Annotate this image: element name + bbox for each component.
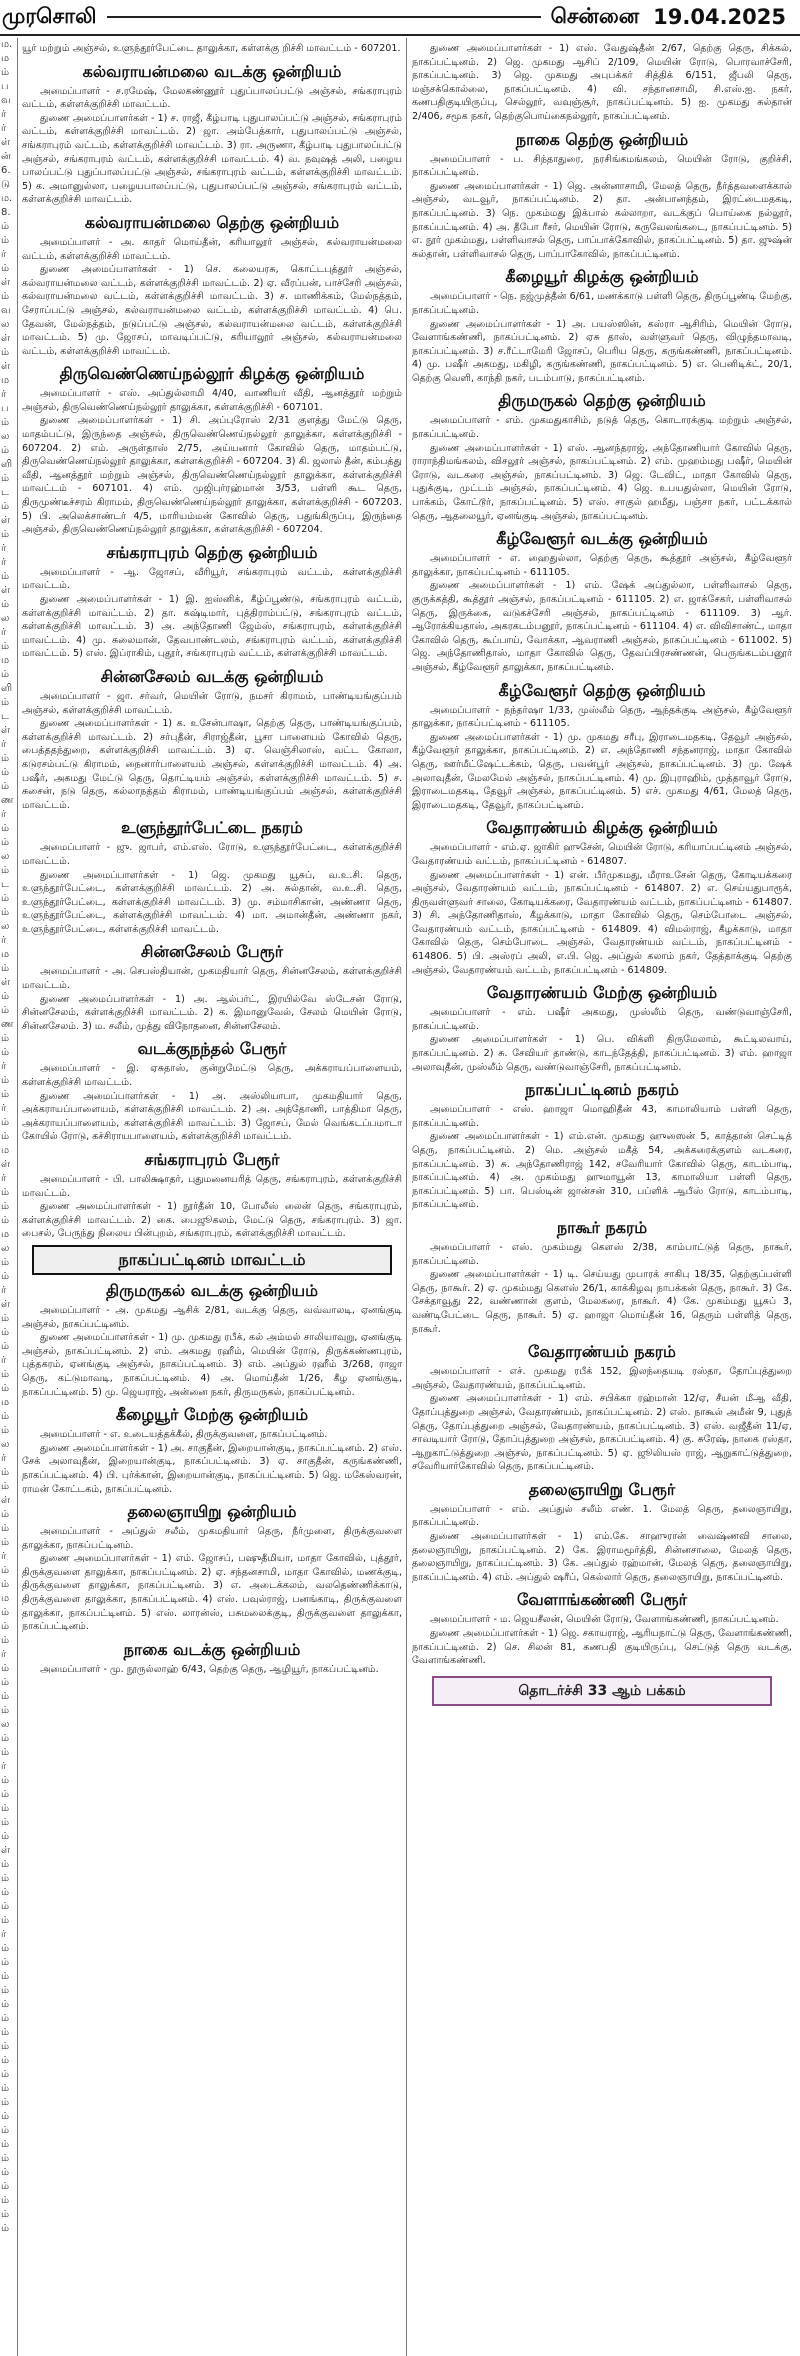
sliver-fragment: ர் (1, 1649, 7, 1660)
sliver-fragment: ம் (1, 1523, 10, 1534)
section-title: கீழ்வேளூர் வடக்கு ஒன்றியம் (496, 529, 708, 549)
section (22, 1148, 402, 1241)
sliver-fragment: ள் (1, 137, 11, 148)
convenor-paragraph: அமைப்பாளர் - மு. நூருல்லாஹ் 6/43, தெற்கு தெரு, ஆழியூர், நாகப்பட்டினம். (40, 1663, 379, 1675)
sliver-fragment: ம் (1, 641, 10, 652)
sliver-fragment: ர் (1, 1173, 7, 1184)
section (412, 1340, 792, 1474)
sliver-fragment: ள் (1, 1845, 11, 1856)
left-column (22, 42, 402, 2352)
section (412, 1078, 792, 1212)
sliver-fragment: ம் (1, 1201, 10, 1212)
deputy-convenors-paragraph: துணை அமைப்பாளர்கள் - 1) எம்.கே. சாஹுரான் வைஷ்ணவி சாலை, தலைஞாயிறு, நாகப்பட்டினம். 2) கே. இராமமூர்த்தி, சின்னசாலை, மேலத் தெரு, தலைஞாயிறு, நாகப்பட்டினம். 3) கே. அப்துல் ரஹ்மான், மேலத் தெரு, தலைஞாயிறு, நாகப்பட்டினம். 4) எம். அப்துல் ஷரீப், கெல்லார் தெரு, தலைஞாயிறு, நாகப்பட்டினம். (412, 1531, 792, 1583)
section (412, 265, 792, 385)
sliver-fragment: ம் (1, 445, 10, 456)
sliver-fragment: ம் (1, 1215, 10, 1226)
sliver-fragment: ப (1, 403, 9, 414)
sliver-fragment: ர் (1, 249, 7, 260)
sliver-fragment: டு (1, 179, 10, 190)
convenor-paragraph: அமைப்பாளர் - இ. ஏசுதாஸ், குன்றுமேட்டு தெரு, அக்கராயப்பாளையம், கள்ளக்குறிச்சி மாவட்டம். (22, 1063, 402, 1089)
sliver-fragment: ம் (1, 1747, 10, 1758)
section-title: நாகப்பட்டினம் நகரம் (525, 1080, 679, 1100)
convenor-paragraph: அமைப்பாளர் - ப. சிந்தாதுரை, நரசிங்கமங்கலம், மெயின் ரோடு, குறிச்சி, நாகப்பட்டினம். (412, 153, 792, 179)
sliver-fragment: ம் (1, 67, 10, 78)
sliver-fragment: ர் (1, 1929, 7, 1940)
sliver-fragment: ண (1, 1019, 14, 1030)
section-title: கீழையூர் மேற்கு ஒன்றியம் (115, 1405, 309, 1425)
sliver-fragment: ல (1, 1719, 10, 1730)
sliver-fragment: ம (1, 1397, 10, 1408)
sliver-fragment: ம் (1, 1789, 10, 1800)
sliver-fragment: ம் (1, 2139, 10, 2150)
sliver-fragment: ம் (1, 1691, 10, 1702)
section (412, 1588, 792, 1667)
convenor-paragraph: அமைப்பாளர் - அ. முகமது ஆசிக் 2/81, வடக்கு தெரு, வவ்வாலடி, ஏனங்குடி அஞ்சல், நாகப்பட்டினம். (22, 1304, 402, 1330)
sliver-fragment: ம. (1, 193, 13, 204)
section-title: வேளாங்கண்ணி பேரூர் (516, 1590, 688, 1610)
convenor-paragraph: அமைப்பாளர் - எம். அப்துல் சலீம் எண். 1. மேலத் தெரு, தலைஞாயிறு, நாகப்பட்டினம். (412, 1503, 792, 1529)
convenor-paragraph: அமைப்பாளர் - நந்தர்ஷா 1/33, முஸ்லீம் தெரு, ஆந்தக்குடி அஞ்சல், கீழ்வேளூர் தாலுக்கா, நாகப்பட்டினம் - 611105. (412, 704, 792, 730)
convenor-paragraph: அமைப்பாளர் - எஸ். ஹாஜா மொஹிதீன் 43, காமாலியாம் பள்ளி தெரு, நாகப்பட்டினம். (412, 1104, 792, 1129)
sliver-fragment: ள் (1, 1159, 11, 1170)
deputy-convenors-paragraph: துணை அமைப்பாளர்கள் - 1) ஜெ. முகமது யூசுப், வ.உ.சி. தெரு, உளுந்தூர்பேட்டை, கள்ளக்குறிச்சி மாவட்டம். 2) அ. சுல்தான், வ.உ.சி. தெரு, உளுந்தூர்பேட்டை, கள்ளக்குறிச்சி மாவட்டம். 3) மு. சம்மாசிகான், அண்ணா தெரு, உளுந்தூர்பேட்டை, கள்ளக்குறிச்சி மாவட்டம். 4) மா. அமான்தீன், அண்ணா நகர், உளுந்தூர்பேட்டை, கள்ளக்குறிச்சி மாவட்டம். (22, 869, 402, 935)
sliver-fragment: ம் (1, 1887, 10, 1898)
sliver-fragment: ர் (1, 543, 7, 554)
newspaper-page (0, 38, 800, 2356)
convenor-paragraph: அமைப்பாளர் - பி. பாலிக்ஷாதர், புதுமனையரித் தெரு, சங்கராபுரம், கள்ளக்குறிச்சி மாவட்டம். (22, 1174, 402, 1199)
sliver-fragment: ம் (1, 1663, 10, 1674)
sliver-fragment: ள் (1, 1495, 11, 1506)
sliver-fragment: ல (1, 1243, 10, 1254)
deputy-convenors-paragraph: துணை அமைப்பாளர்கள் - 1) ஜெ. சகாயராஜ், ஆரியநாட்டு தெரு, வேளாங்கண்ணி, நாகப்பட்டினம். 2) செ. சிலன் 81, கணபதி குடியிருப்பு, செட்டுத் தெரு வடக்கு, வேளாங்கண்ணி. (412, 1628, 792, 1667)
section-title: கல்வராயன்மலை வடக்கு ஒன்றியம் (82, 61, 342, 81)
sliver-fragment: ம் (1, 2195, 10, 2206)
sliver-fragment: ம் (1, 2041, 10, 2052)
sliver-fragment: ம் (1, 1971, 10, 1982)
deputy-convenors-paragraph: துணை அமைப்பாளர்கள் - 1) எம். சபிக்கா ரஹ்மான் 12/ஏ, சீயன் மீஆ வீதி, தோப்புத்துறை அஞ்சல், வேதாரண்யம், நாகப்பட்டினம். 2) எஸ். நாகூல் அமீன் 9, புதுத் தெரு, தோப்புத்துறை அஞ்சல், வேதாரண்யம், நாகப்பட்டினம். 3) எஸ். வஜீதீன் 11/ஏ, சாவடியார் ரோடு, தோப்புத்துறை அஞ்சல், நாகப்பட்டினம். 4) கு. சுரேஷ், நாகை ரஸ்தா, ஆறுகாட்டுத்துறை அஞ்சல், நாகப்பட்டினம். 5) ஏ. ஜூலியஸ் ராஜ், ஆறுகாட்டுத்துறை, சவேரியார்கோவில் தெரு, நாகப்பட்டினம். (412, 1393, 792, 1473)
sliver-fragment: ம் (1, 1327, 10, 1338)
section (22, 211, 402, 358)
section-title: திருவெண்ணெய்நல்லூர் கிழக்கு ஒன்றியம் (59, 364, 365, 384)
section (412, 527, 792, 674)
deputy-convenors-paragraph: துணை அமைப்பாளர்கள் - 1) அ. அஸ்லியாபா, முகமதியார் தெரு, அக்கராயப்பாளையம், கள்ளக்குறிச்சி மாவட்டம். 2) அ. அந்தோணி, பாத்திமா தெரு, அக்கராயப்பாளையம், கள்ளக்குறிச்சி மாவட்டம். 3) ஜோசப், மேல் வெங்கடப்பமாடா கோயில் ரோடு, கச்சிராயபாளையம், கள்ளக்குறிச்சி மாவட்டம். (22, 1090, 402, 1143)
sliver-fragment: ம் (1, 1635, 10, 1646)
sliver-fragment: ம் (1, 1831, 10, 1842)
sliver-fragment: ம் (1, 669, 10, 680)
sliver-fragment: ம் (1, 501, 10, 512)
sliver-fragment: ள் (1, 361, 11, 372)
edition-city: சென்னை (550, 3, 640, 28)
sliver-fragment: ர் (1, 1453, 7, 1464)
sliver-fragment: ம் (1, 2069, 10, 2080)
intro-paragraph: யூர் மற்றும் அஞ்சல், உளுந்தூர்பேட்டை தாலுக்கா, கள்ளக்கு றிச்சி மாவட்டம் - 607201. (22, 43, 401, 54)
convenor-paragraph: அமைப்பாளர் - அப்துல் சலீம், முகமதியார் தெரு, நீர்முளை, திருக்குவளை தாலுக்கா, நாகப்பட்டினம். (22, 1526, 402, 1551)
deputy-convenors-paragraph: துணை அமைப்பாளர்கள் - 1) ச. ராஜீ, கீழ்பாடி புதுபாலப்பட்டு அஞ்சல், சங்கராபுரம் வட்டம், கள்ளக்குறிச்சி மாவட்டம். 2) ஜா. அம்பேத்கார், புதுபாலப்பட்டு அஞ்சல், சங்கராபுரம் வட்டம், கள்ளக்குறிச்சி மாவட்டம். 3) ரா. அருணா, கீழ்பாடி புதுபாலப்பட்டு அஞ்சல், சங்கராபுரம் வட்டம், கள்ளக்குறிச்சி மாவட்டம். 4) வ. நவுஷத் அலி, பழைய பாலப்பட்டு புதுப்பாலப்பட்டு அஞ்சல், சங்கராபுரம் வட்டம், கள்ளக்குறிச்சி மாவட்டம். 5) க. அமானுல்லா, பழையபாலப்பட்டு, புதுபாலப்பட்டு அஞ்சல், சங்கராபுரம் வட்டம், கள்ளக்குறிச்சி மாவட்டம். (22, 112, 402, 206)
section-title: கீழ்வேளூர் தெற்கு ஒன்றியம் (498, 680, 706, 700)
deputy-convenors-paragraph: துணை அமைப்பாளர்கள் - 1) எம். ஷேக் அப்துல்லா, பள்ளிவாசல் தெரு, குருக்கத்தி, கூத்தூர் அஞ்சல், நாகப்பட்டினம் - 611105. 2) எ. ஜாக்சேகர், பள்ளிவாசல் தெரு, இருக்கை, வடுகச்சேரி அஞ்சல், நாகப்பட்டினம் - 611109. 3) ஆர். ஆரோக்கியதாஸ், அகரகடம்பனூர், நாகப்பட்டினம் - 611104. 4) எ. விவிசாண்ட், மாதா கோவில் தெரு, கூப்பாய், வோக்கா, ஆவராணி அஞ்சல், நாகப்பட்டினம் - 611002. 5) ஜெ. அந்தோணிதாஸ், மாதா கோவில் தெரு, தேவப்பிரசண்ணன், பெருங்கடம்பனூர் அஞ்சல், கீழ்வேளூர் தாலுக்கா, நாகப்பட்டினம். (412, 580, 792, 673)
sliver-fragment: ள் (1, 977, 11, 988)
sliver-fragment: ம (1, 655, 10, 666)
sliver-fragment: ம் (1, 781, 10, 792)
sliver-fragment: ளி (1, 683, 13, 694)
sliver-fragment: ம் (1, 529, 10, 540)
section (22, 665, 402, 812)
section-title: சின்னசேலம் வடக்கு ஒன்றியம் (100, 666, 324, 686)
section-title: நாகை தெற்கு ஒன்றியம் (515, 129, 689, 149)
sliver-fragment: ம் (1, 1425, 10, 1436)
sliver-fragment: ர் (1, 389, 7, 400)
deputy-convenors-paragraph: துணை அமைப்பாளர்கள் - 1) ஜெ. அன்னாசாமி, மேலத் தெரு, நீர்த்தவளைக்கால் அஞ்சல், வடவூர், நாகப்பட்டினம். 2) தா. அன்பானந்தம், இரட்டைமதகடி, நாகப்பட்டினம். 3) நெ. முகம்மது இக்பால் கல்லாறா, வடக்குப் பொய்கை நல்லூர், நாகப்பட்டினம். 4) அ. தீபோ ரீசர், மெயின் ரோடு, கருவேலங்கடை, நாகப்பட்டினம். 5) எ. நூர் முகம்மது, பள்ளிவாசல் தெரு, பாப்பாக்கோவில், நாகப்பட்டினம். 5) தா. ஜுஷ்ன் சுல்தான், பள்ளிவாசல் தெரு, பாப்பாகோவில், நாகப்பட்டினம். (412, 180, 792, 260)
sliver-fragment: ம் (1, 907, 10, 918)
sliver-fragment: ம் (1, 2027, 10, 2038)
sliver-fragment: ம் (1, 2013, 10, 2024)
sliver-fragment: ம (1, 1593, 10, 1604)
sliver-fragment: ம் (1, 1621, 10, 1632)
sliver-fragment: ம் (1, 1117, 10, 1128)
sliver-fragment: ட (1, 879, 9, 890)
sliver-fragment: ர் (1, 1761, 7, 1772)
sliver-fragment: ம் (1, 571, 10, 582)
district-heading: நாகப்பட்டினம் மாவட்டம் (32, 1245, 392, 1275)
sliver-fragment: ம் (1, 1943, 10, 1954)
deputy-convenors-paragraph: துணை அமைப்பாளர்கள் - 1) அ. பயஸ்ஸின், கஸ்ரா ஆசிரிம், மெயின் ரோடு, வேளாங்கண்ணி, நாகப்பட்டினம். 2) ஏசு தாஸ், வள்ளுவர் தெரு, விழுந்தமாவடி, நாகப்பட்டினம். 3) ச.ரீட்டாமேரி ஜோசப், பெரிய தெரு, கருங்கண்ணி, நாகப்பட்டினம். 4) மு. பஷீர் அகமது, மகிழி, கருங்கண்ணி, நாகப்பட்டினம். 5) எ. பெனிடிக்ட், 20/1, தெற்கு வெளி, காந்தி நகர், படம்பாடு, நாகப்பட்டினம். (412, 318, 792, 384)
left-intro (22, 42, 402, 56)
section (412, 816, 792, 977)
convenor-paragraph: அமைப்பாளர் - எச். முகமது ரபீக் 152, இலந்தையடி ரஸ்தா, தோப்புத்துறை அஞ்சல், வேதாரண்யம், நாகப்பட்டினம். (412, 1366, 792, 1391)
sliver-fragment: ர் (1, 739, 7, 750)
sliver-fragment: ம் (1, 1467, 10, 1478)
sliver-fragment: ர் (1, 809, 7, 820)
sliver-fragment: ம் (1, 1509, 10, 1520)
sliver-fragment: வ (1, 305, 11, 316)
sliver-fragment: ம் (1, 2209, 10, 2220)
section (22, 541, 402, 661)
sliver-fragment: ம் (1, 1957, 10, 1968)
section-title: சங்கராபுரம் பேரூர் (144, 1150, 280, 1169)
section-title: சங்கராபுரம் தெற்கு ஒன்றியம் (106, 542, 318, 562)
convenor-paragraph: அமைப்பாளர் - ஜு. ஜாபர், எம்.எஸ். ரோடு, உளுந்தூர்பேட்டை, கள்ளக்குறிச்சி மாவட்டம். (22, 842, 402, 867)
sliver-fragment: ப (1, 81, 9, 92)
sliver-fragment: ள் (1, 333, 11, 344)
convenor-paragraph: அமைப்பாளர் - ச.ரமேஷ், மேலகண்ணூர் புதுப்பாலப்பட்டு அஞ்சல், சங்கராபுரம் வட்டம், கள்ளக்குறிச்சி மாவட்டம். (22, 85, 402, 111)
sliver-fragment: ம் (1, 1481, 10, 1492)
sliver-fragment: ம் (1, 235, 10, 246)
sliver-fragment: ம் (1, 2083, 10, 2094)
sliver-fragment: ம் (1, 1999, 10, 2010)
section-title: நாகை வடக்கு ஒன்றியம் (123, 1639, 301, 1659)
sliver-fragment: ம் (1, 1187, 10, 1198)
deputy-convenors-paragraph: துணை அமைப்பாளர்கள் - 1) க. உசேன்பாஷா, தெற்கு தெரு, பாண்டியங்குப்பம், கள்ளக்குறிச்சி மாவட்டம். 2) சர்புதீன், சிராஜ்தீன், பூசா பாளையம் கோவில் தெரு, பைத்ததந்துறை, கள்ளக்குறிச்சி மாவட்டம். 3) ஏ. வெஞ்சிலாஸ், வட்ட கோலா, கடுரசம்பட்டு கிராமம், நைனார்பாளையம் அஞ்சல், கள்ளக்குறிச்சி மாவட்டம். 4) அ. பஷீர், அகமது மேட்டு தெரு, தொட்டியம் அஞ்சல், கள்ளக்குறிச்சி மாவட்டம். 5) ச. சுசைன், நடு தெரு, கல்லாநத்தம் கிராமம், பாண்டியங்குப்பம் அஞ்சல், கள்ளக்குறிச்சி மாவட்டம். (22, 718, 402, 811)
sliver-fragment: ம் (1, 1369, 10, 1380)
sliver-fragment: ம் (1, 893, 10, 904)
sliver-fragment: ல (1, 1439, 10, 1450)
section (22, 362, 402, 537)
deputy-convenors-paragraph: துணை அமைப்பாளர்கள் - 1) சி. அப்புரோஸ் 2/31 குளத்து மேட்டு தெரு, மாதம்பட்டு, இருந்தை அஞ்சல், திருவெண்ணெய்நல்லூர் தாலுக்கா, கள்ளக்குறிச்சி - 607204. 2) எம். அருள்தாஸ் 2/75, அய்யனார் கோவில் தெரு, மாதம்பட்டு, திருவெண்ணெய்நல்லூர் தாலுக்கா, கள்ளக்குறிச்சி - 607204. 3) கி. ஜலால் தீன், கம்பத்து வீதி, ஆனத்தூர் மற்றும் அஞ்சல், திருவெண்ணெய்நல்லூர் தாலுக்கா, கள்ளக்குறிச்சி மாவட்டம் - 607101. 4) எம். முஜிபுர்ரஹ்மான் 3/53, பள்ளி கூட தெரு, திருமுண்டீச்சரம் கிராமம், திருவெண்ணெய்நல்லூர் தாலுக்கா, கள்ளக்குறிச்சி - 607203. 5) பி. அலெக்சாண்டர் 4/5, மாரியம்மன் கோவில் தெரு, பதுங்கிருப்பு, இருந்தை அஞ்சல், திருவெண்ணெய்நல்லூர் தாலுக்கா, கள்ளக்குறிச்சி - 607204. (22, 415, 402, 536)
sliver-fragment: ட (1, 711, 9, 722)
sliver-fragment: ம் (1, 263, 10, 274)
section-title: நாகூர் நகரம் (556, 1217, 648, 1237)
deputy-convenors-paragraph: துணை அமைப்பாளர்கள் - 1) மு. முகமது சரீபு, இராடைமதகடி, தேவூர் அஞ்சல், கீழ்வேளூர் தாலுக்கா, நாகப்பட்டினம். 2) எ. அந்தோணி சந்தனராஜ், மாதா கோவில் தெரு, ஊர்மீட்ஷேட்டக்கம், தெரு, பவன்பூர் அஞ்சல், நாகப்பட்டினம். 3) மு. ஷேக் அலாவுதீன், மேலமேல் அஞ்சல், நாகப்பட்டினம். 4) மு. இபுராஹிம், முத்தாவூர் ரோடு, இராடைமதகடி, தேவூர் அஞ்சல், நாகப்பட்டினம். 5) எச். முகமது 4/61, மேலத் தெரு, இராடைமதகடி, தேவூர், நாகப்பட்டினம். (412, 731, 792, 811)
sliver-fragment: ம் (1, 2181, 10, 2192)
sliver-fragment: ம் (1, 1873, 10, 1884)
sliver-fragment: ம் (1, 767, 10, 778)
convenor-paragraph: அமைப்பாளர் - எம்.ஏ. ஜாகிர் ஹுசேன், மெயின் ரோடு, கரியாப்பட்டினம் அஞ்சல், வேதாரண்யம் வட்டம், நாகப்பட்டினம் - 614807. (412, 842, 792, 867)
sliver-fragment: ம் (1, 963, 10, 974)
section-title: திருமருகல் தெற்கு ஒன்றியம் (498, 391, 706, 411)
sliver-fragment: ம் (1, 1271, 10, 1282)
deputy-convenors-paragraph: துணை அமைப்பாளர்கள் - 1) செ. கலையரசு, கொட்டபுத்தூர் அஞ்சல், கல்வராயன்மலை வட்டம், கள்ளக்குறிச்சி மாவட்டம். 2) ஏ. வீரப்பன், பாச்சேரி அஞ்சல், கல்வராயன்மலை வட்டம், கள்ளக்குறிச்சி மாவட்டம். 3) ச. மாணிக்கம், மேல்நத்தம், சேராப்பட்டு அஞ்சல், கல்வராயன்மலை வட்டம், கள்ளக்குறிச்சி மாவட்டம். 4) பெ. தேவன், மேல்நத்தம், நடுப்பட்டு அஞ்சல், கல்வராயன்மலை வட்டம், கள்ளக்குறிச்சி மாவட்டம். 5) மு. ஜோசப், மாவடிப்பட்டு, கரியாலூர் அஞ்சல், கல்வராயன்மலை வட்டம், கள்ளக்குறிச்சி மாவட்டம். (22, 264, 402, 357)
sliver-fragment: ம் (1, 1775, 10, 1786)
edition-date: 19.04.2025 (653, 5, 786, 29)
sliver-fragment: ம் (1, 2097, 10, 2108)
sliver-fragment: ர் (1, 1103, 7, 1114)
deputy-convenors-paragraph: துணை அமைப்பாளர்கள் - 1) எம். ஜோசப், பஷுதீமியா, மாதா கோவில், புத்தூர், திருக்குவளை தாலுக்கா, நாகப்பட்டினம். 2) ஏ. சந்தனசாமி, மாதா கோவில், மணக்குடி, திருக்குவளை தாலுக்கா, நாகப்பட்டினம். 3) எ. அடைக்கலம், வலதெண்ணிக்காடு, திருக்குவளை தாலுக்கா, நாகப்பட்டினம். 4) எஸ். பவுல்ராஜ், பனங்காடி, திருக்குவளை தாலுக்கா, நாகப்பட்டினம். 5) எஸ். லாரன்ஸ், பசுமலைக்குடி, திருக்குவளை தாலுக்கா, நாகப்பட்டினம். (22, 1553, 402, 1633)
sliver-fragment: ம் (1, 1985, 10, 1996)
sliver-fragment: ளி (1, 459, 13, 470)
sliver-fragment: 6. (1, 165, 11, 176)
convenor-paragraph: அமைப்பாளர் - எஸ். அப்துல்லாமி 4/40, வாணியர் வீதி, ஆனத்தூர் மற்றும் அஞ்சல், திருவெண்ணெய்நல்லூர் தாலுக்கா, கள்ளக்குறிச்சி - 607101. (22, 388, 402, 413)
sliver-fragment: ம் (1, 2223, 10, 2234)
sliver-fragment: ல (1, 319, 10, 330)
deputy-convenors-paragraph: துணை அமைப்பாளர்கள் - 1) நூர்தீன் 10, போலீஸ் லைன் தெரு, சங்கராபுரம், கள்ளக்குறிச்சி மாவட்டம். 2) கை. பைஜூகலம், மேட்டு தெரு, சங்கராபுரம். 3) ஜா. பைசல், பேருந்து நிலைய பின்புறம், சங்கராபுரம், கள்ளக்குறிச்சி மாவட்டம். (22, 1201, 402, 1240)
sliver-fragment: ம. (1, 39, 13, 50)
sliver-fragment: ம் (1, 865, 10, 876)
sliver-fragment: ம (1, 1145, 10, 1156)
sliver-fragment: ம் (1, 1411, 10, 1422)
convenor-paragraph: அமைப்பாளர் - ஜா. சர்வர், மெயின் ரோடு, நமசர் கிராமம், பாண்டியங்குப்பம் அஞ்சல், கள்ளக்குறிச்சி மாவட்டம். (22, 690, 402, 716)
sliver-fragment: ம் (1, 1817, 10, 1828)
sliver-fragment: ம் (1, 991, 10, 1002)
sliver-fragment: ர் (1, 1061, 7, 1072)
section (22, 1403, 402, 1496)
section (412, 981, 792, 1074)
sliver-fragment: ம் (1, 1607, 10, 1618)
convenor-paragraph: அமைப்பாளர் - எஸ். முகம்மது கௌஸ் 2/38, காம்பாட்டுத் தெரு, நாகூர், நாகப்பட்டினம். (412, 1241, 792, 1267)
section-title: கீழையூர் கிழக்கு ஒன்றியம் (505, 267, 699, 287)
sliver-fragment: ர் (1, 109, 7, 120)
sliver-fragment: ம் (1, 1565, 10, 1576)
section-title: வேதாரண்யம் நகரம் (528, 1342, 676, 1362)
section-title: வேதாரண்யம் மேற்கு ஒன்றியம் (486, 983, 718, 1003)
section-title: வேதாரண்யம் கிழக்கு ஒன்றியம் (486, 818, 718, 838)
section-title: திருமருகல் வடக்கு ஒன்றியம் (106, 1280, 318, 1300)
sliver-fragment: ம் (1, 417, 10, 428)
sliver-fragment: ம் (1, 823, 10, 834)
sliver-fragment: ம் (1, 1915, 10, 1926)
sliver-fragment: ம் (1, 837, 10, 848)
section (22, 1638, 402, 1677)
sliver-fragment: ம் (1, 1341, 10, 1352)
right-column (412, 42, 792, 2352)
section-title: வடக்குநந்தல் பேரூர் (137, 1039, 287, 1059)
section-title: தலைஞாயிறு ஒன்றியம் (127, 1502, 297, 1522)
section (412, 1478, 792, 1585)
column-divider (406, 38, 407, 2356)
sliver-fragment: 8. (1, 207, 11, 218)
sliver-fragment: ம் (1, 1005, 10, 1016)
previous-column-sliver (0, 38, 18, 2356)
deputy-convenors-paragraph: துணை அமைப்பாளர்கள் - 1) டி. செய்யது முபாரக் சாகிபு 18/35, தெற்குப்பள்ளி தெரு, நாகூர். 2) ஏ. முகம்மது கௌஸ் 26/1, காக்கிழவு நாபக்கன் தெரு, நாகூர். 3) கே. சேக்தாவூது 22, வண்ணான் குளம், மேலகரை, நாகூர். 4) கே. முகம்மது யூசுப் 3, வண்டிபேட்டை தெரு, நாகூர். 5) ஏ. ஹாஜா மொய்தீன் 16, தெரும் பள்ளித் தெரு, நாகூர். (412, 1269, 792, 1335)
section (22, 1500, 402, 1634)
section (22, 940, 402, 1033)
section-title: சின்னசேலம் பேரூர் (140, 942, 284, 962)
sliver-fragment: ம் (1, 1803, 10, 1814)
section-title: உளுந்தூர்பேட்டை நகரம் (121, 818, 303, 838)
sliver-fragment: ம் (1, 1033, 10, 1044)
deputy-convenors-paragraph: துணை அமைப்பாளர்கள் - 1) இ. ஐஸ்னிக், கீழ்ப்பூண்டு, சங்கராபுரம் வட்டம், கள்ளக்குறிச்சி மாவட்டம். 2) தா. கஷ்டிமார், புத்திராம்பட்டு, சங்கராபுரம் வட்டம், கள்ளக்குறிச்சி மாவட்டம். 3) அ. அந்தோணி ஜேம்ஸ், சங்கராபுரம், கள்ளக்குறிச்சி மாவட்டம். 4) மு. சுலைமான், தேவபாண்டலம், சங்கராபுரம் வட்டம், கள்ளக்குறிச்சி மாவட்டம். 5) எஸ். இப்ராகிம், புதூர், சங்கராபுரம் வட்டம், கள்ளக்குறிச்சி மாவட்டம். (22, 594, 402, 660)
deputy-convenors-paragraph: துணை அமைப்பாளர்கள் - 1) எம்.என். முகமது ஹுஸைன் 5, காத்தான் செட்டித் தெரு, நாகப்பட்டினம். 2) மெ. அஞ்சல் மகீத் 54, அக்கரைக்குளம் வடகரை, நாகப்பட்டினம். 3) சு. அந்தோணிராஜ் 142, சவேரியார் கோவில் தெரு, காடம்பாடி, நாகப்பட்டினம். 4) அ. முகம்மது ஹுமாயூன் 13, காமாலியா பள்ளி தெரு, நாகப்பட்டினம். 5) பா. பெஸ்டின் ஜான்சன் 310, பப்ளிக் ஆபீஸ் ரோடு, காடம்பாடி, நாகப்பட்டினம். (412, 1131, 792, 1211)
sliver-fragment: ம் (1, 2111, 10, 2122)
convenor-paragraph: அமைப்பாளர் - ஆ. ஜோசப், வீரியூர், சங்கராபுரம் வட்டம், கள்ளக்குறிச்சி மாவட்டம். (22, 566, 402, 592)
sliver-fragment: ட (1, 487, 9, 498)
sliver-fragment: ல (1, 921, 10, 932)
masthead-rule (107, 16, 541, 18)
sliver-fragment: ம் (1, 221, 10, 232)
sliver-fragment: ண (1, 795, 14, 806)
intro-paragraph: துணை அமைப்பாளர்கள் - 1) எஸ். வேதுஷ்தீன் 2/67, தெற்கு தெரு, சிக்கல், நாகப்பட்டினம். 2) ஜெ. முகமது ஆசிப் 2/109, மெயின் ரோடு, பொரவாச்சேரி, நாகப்பட்டினம். 3) ஜெ. முகமது அபுபக்கர் சித்திக் 6/151, ஜீபலி தெரு, மஞ்சக்கொல்லை, நாகப்பட்டினம். 4) வி. சந்தானசாமி, சி.எஸ்.ஐ. நகர், கணபதிகுடியிருப்பு, செல்லூர், வவுஞ்சூர், நாகப்பட்டினம். 5) ஐ. முகமது சுல்தான் 2/406, சமூக நகர், தெற்குபொய்கைநல்லூர், நாகப்பட்டினம். (412, 43, 792, 122)
convenor-paragraph: அமைப்பாளர் - எ. உடையத்தக்கீல், திருக்குவளை, நாகப்பட்டினம். (40, 1429, 328, 1441)
masthead (0, 0, 800, 36)
newspaper-name: முரசொலி (2, 3, 97, 28)
convenor-paragraph: அமைப்பாளர் - அ. காதர் மொய்தீன், கரியாலூர் அஞ்சல், கல்வராயன்மலை வட்டம், கள்ளக்குறிச்சி மாவட்டம். (22, 236, 402, 262)
deputy-convenors-paragraph: துணை அமைப்பாளர்கள் - 1) பெ. விக்ளி திருமேலாம், கூட்டிலவாய், நாகப்பட்டினம். 2) சு. சேவியர் தாண்டு, காடந்தேத்தி, நாகப்பட்டினம். 3) எம். ஹாஜா அலாவுதீன், முஸ்லீம் தெரு, வண்டுவாஞ்சேரி, நாகப்பட்டினம். (412, 1034, 792, 1073)
sliver-fragment: ல (1, 851, 10, 862)
sliver-fragment: ள் (1, 277, 11, 288)
section-title: தலைஞாயிறு பேரூர் (528, 1479, 676, 1499)
sliver-fragment: ர் (1, 1551, 7, 1562)
sliver-fragment: ம் (1, 1075, 10, 1086)
sliver-fragment: ம் (1, 1383, 10, 1394)
sliver-fragment: ல (1, 431, 10, 442)
sliver-fragment: ம் (1, 2167, 10, 2178)
sliver-fragment: ம் (1, 1131, 10, 1142)
sliver-fragment: ம் (1, 1537, 10, 1548)
sliver-fragment: ம் (1, 1579, 10, 1590)
sliver-fragment: ம் (1, 291, 10, 302)
convenor-paragraph: அமைப்பாளர் - எம். பஷீர் அகமது, முஸ்லீம் தெரு, வண்டுவாஞ்சேரி, நாகப்பட்டினம். (412, 1007, 792, 1032)
deputy-convenors-paragraph: துணை அமைப்பாளர்கள் - 1) அ. சாகுதீன், இறையான்குடி, நாகப்பட்டினம். 2) எஸ். சேக் அலாவுதீன், இறையான்குடி, நாகப்பட்டினம். 3) ஏ. சாகுதீன், கருங்கண்ணி, நாகப்பட்டினம். 4) பி. புர்க்கான், இறையான்குடி, நாகப்பட்டினம். 5) ஜெ. மகேஸ்வரன், ராமன் கோட்டகம், நாகப்பட்டினம். (22, 1442, 402, 1495)
sliver-fragment: ம் (1, 2055, 10, 2066)
section (22, 1037, 402, 1144)
sliver-fragment: ர் (1, 123, 7, 134)
sliver-fragment: ம் (1, 1733, 10, 1744)
section (412, 1216, 792, 1336)
sliver-fragment: ள் (1, 585, 11, 596)
sliver-fragment: ர் (1, 1355, 7, 1366)
convenor-paragraph: அமைப்பாளர் - அ. செபஸ்தியான், முகமதியார் தெரு, சின்னசேலம், கள்ளக்குறிச்சி மாவட்டம். (22, 966, 402, 992)
sliver-fragment: ம (1, 949, 10, 960)
right-intro (412, 42, 792, 124)
sliver-fragment: ம் (1, 1705, 10, 1716)
deputy-convenors-paragraph: துணை அமைப்பாளர்கள் - 1) அ. ஆல்பர்ட், இரயில்வே ஸ்டேசன் ரோடு, சின்னசேலம், கள்ளக்குறிச்சி மாவட்டம். 2) க. இமானுவேல், சேலம் மெயின் ரோடு, சின்னசேலம். 3) ம. சலீம், முத்து விநோதனை, சின்னசேலம். (22, 993, 402, 1032)
sliver-fragment: ன் (1, 151, 11, 162)
convenor-paragraph: அமைப்பாளர் - நெ. நஜ்முத்தீன் 6/61, மணக்காடு பள்ளி தெரு, திருப்பூண்டி மேற்கு, நாகப்பட்டினம். (412, 291, 792, 316)
convenor-paragraph: அமைப்பாளர் - எம். முகமதுகாசிம், நடுத் தெரு, கொடாரக்குடி மற்றும் அஞ்சல், நாகப்பட்டினம். (412, 415, 792, 441)
sliver-fragment: ம் (1, 1859, 10, 1870)
section (22, 60, 402, 207)
section (412, 679, 792, 813)
convenor-paragraph: அமைப்பாளர் - ம. ஜெயசீலன், மெயின் ரோடு, வேளாங்கண்ணி, நாகப்பட்டினம். (430, 1614, 779, 1626)
sliver-fragment: ம் (1, 1313, 10, 1324)
sliver-fragment: ம் (1, 599, 10, 610)
sliver-fragment: வ (1, 95, 11, 106)
sliver-fragment: ள் (1, 515, 11, 526)
sliver-fragment: ர் (1, 627, 7, 638)
sliver-fragment: ம (1, 53, 10, 64)
sliver-fragment: ம (1, 1229, 10, 1240)
sliver-fragment: ம் (1, 1901, 10, 1912)
deputy-convenors-paragraph: துணை அமைப்பாளர்கள் - 1) எஸ். ஆனந்தராஜ், அந்தோணியார் கோவில் தெரு, ராராந்திமங்கலம், விசலூர் அஞ்சல், நாகப்பட்டினம். 2) எம். முஹம்மது பஷீர், மெயின் ரோடு, வடகரை அஞ்சல், நாகப்பட்டினம். 3) ஜெ. டேவிட், மாதா கோவில் தெரு, புதுக்குடி, முட்டம் அஞ்சல், நாகப்பட்டினம். 4) ஜெ. உபயதுல்லா, மெயின் ரோடு, பாக்கம், கோட்டூர், நாகப்பட்டினம். 5) எஸ். சாகுல் ஹமீது, பஞ்சா நகர், பட்டக்கால் தெரு, ஆதலையூர், ஏனங்குடி அஞ்சல், நாகப்பட்டினம். (412, 442, 792, 522)
sliver-fragment: ம் (1, 1257, 10, 1268)
sliver-fragment: ம் (1, 1089, 10, 1100)
sliver-fragment: ர் (1, 1285, 7, 1296)
sliver-fragment: ம் (1, 2125, 10, 2136)
sliver-fragment: ர் (1, 557, 7, 568)
section (412, 389, 792, 523)
sliver-fragment: ம் (1, 1047, 10, 1058)
convenor-paragraph: அமைப்பாளர் - எ. ஹைதுல்லா, தெற்கு தெரு, கூத்தூர் அஞ்சல், கீழ்வேளூர் தாலுக்கா, நாகப்பட்டினம் - 611105. (412, 553, 792, 578)
sliver-fragment: ம் (1, 2153, 10, 2164)
sliver-fragment: ம (1, 375, 10, 386)
continued-notice: தொடர்ச்சி 33 ஆம் பக்கம் (432, 1676, 772, 1706)
sliver-fragment: ர் (1, 935, 7, 946)
deputy-convenors-paragraph: துணை அமைப்பாளர்கள் - 1) மு. முகமது ரபீக், கல் அம்மல் சாலியாவுறு, ஏனங்குடி அஞ்சல், நாகப்பட்டினம். 2) எம். அகமது ரஹீம், மெயின் ரோடு, திருக்கண்ணபுரம், புத்தகரம், ஏனங்குடி அஞ்சல், நாகப்பட்டினம். 3) எம். அப்துல் ரஹீம் 3/268, ராஜா தெரு, கட்டுமாவடி, நாகப்பட்டினம். 4) அ. மொய்தீன் 1/26, கீழ ஏனங்குடி, நாகப்பட்டினம். 5) மு. ஜெயராஜ், அன்னை நகர், திருமருகல், நாகப்பட்டினம். (22, 1332, 402, 1398)
section (22, 1279, 402, 1399)
section (412, 128, 792, 262)
sliver-fragment: ம் (1, 697, 10, 708)
sliver-fragment: ள் (1, 1299, 11, 1310)
sliver-fragment: ம் (1, 1677, 10, 1688)
sliver-fragment: ல (1, 613, 10, 624)
sliver-fragment: ம் (1, 753, 10, 764)
section (22, 816, 402, 936)
sliver-fragment: ம் (1, 347, 10, 358)
sliver-fragment: ம் (1, 473, 10, 484)
sliver-fragment: ள் (1, 725, 11, 736)
section-title: கல்வராயன்மலை தெற்கு ஒன்றியம் (84, 212, 340, 232)
deputy-convenors-paragraph: துணை அமைப்பாளர்கள் - 1) என். பீர்முகமது, மீராஉசேன் தெரு, கோடியக்கரை அஞ்சல், வேதாரண்யம் வட்டம், நாகப்பட்டினம் - 614807. 2) எ. செய்யதுபாரூக், திருவள்ளுவர் சாலை, கோடியக்கரை, வேதாரண்யம் வட்டம், நாகப்பட்டினம் - 614807. 3) சி. அந்தோணிதாஸ், கீழக்காடு, மாதா கோவில் தெரு, செம்போடை அஞ்சல், வேதாரண்யம் வட்டம், நாகப்பட்டினம் - 614809. 4) விமல்ராஜ், கீழக்காடு, மாதா கோவில் தெரு, செம்போடை அஞ்சல், வேதாரண்யம் வட்டம், நாகப்பட்டினம் - 614806. 5) பி. அஸ்ரப் அலி, எ.பி. ஜெ. அப்துல் கலாம் நகர், தேத்தாக்குடி தெற்கு அஞ்சல், வேதாரண்யம் வட்டம், நாகப்பட்டினம் - 614809. (412, 869, 792, 976)
